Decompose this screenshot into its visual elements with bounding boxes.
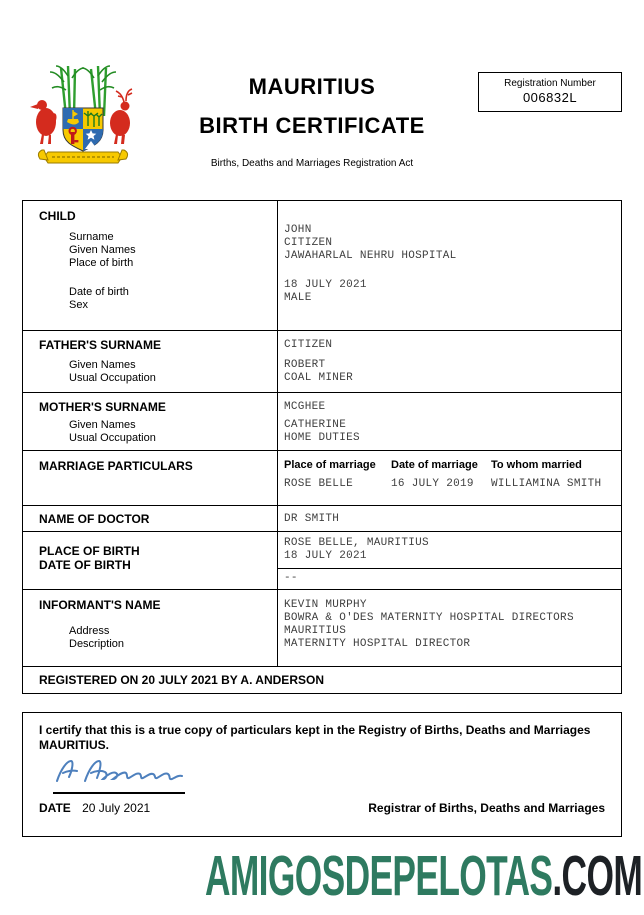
brand-primary-text: AMIGOSDEPELOTAS bbox=[204, 844, 553, 908]
mother-heading: MOTHER'S SURNAME bbox=[39, 400, 166, 414]
father-label-given-names: Given Names bbox=[69, 359, 136, 371]
certification-statement: I certify that this is a true copy of particulars kept in the Registry of Births, Deaths and Marriages MAURITIUS. bbox=[39, 723, 591, 752]
registrar-signature-icon bbox=[51, 751, 211, 794]
marriage-place-value: ROSE BELLE bbox=[284, 478, 354, 490]
mother-given-names-value: CATHERINE bbox=[284, 419, 347, 431]
place-of-birth-heading: PLACE OF BIRTH bbox=[39, 544, 140, 558]
section-doctor bbox=[23, 506, 621, 532]
section-birth-registration bbox=[23, 532, 621, 590]
child-label-sex: Sex bbox=[69, 299, 88, 311]
certification-box bbox=[22, 712, 622, 837]
informant-name-value: KEVIN MURPHY bbox=[284, 599, 367, 611]
marriage-col-spouse-header: To whom married bbox=[491, 459, 582, 471]
watermark-brand bbox=[204, 844, 642, 908]
informant-description-value: MATERNITY HOSPITAL DIRECTOR bbox=[284, 638, 471, 650]
date-value: 20 July 2021 bbox=[82, 801, 151, 815]
registration-number-label: Registration Number bbox=[504, 78, 596, 89]
child-label-given-names: Given Names bbox=[69, 244, 136, 256]
informant-heading: INFORMANT'S NAME bbox=[39, 598, 161, 612]
father-given-names-value: ROBERT bbox=[284, 359, 326, 371]
informant-address-label: Address bbox=[69, 625, 110, 637]
father-label-occupation: Usual Occupation bbox=[69, 372, 156, 384]
father-occupation-value: COAL MINER bbox=[284, 372, 354, 384]
birth-place-value: ROSE BELLE, MAURITIUS bbox=[284, 537, 429, 549]
mother-label-occupation: Usual Occupation bbox=[69, 432, 156, 444]
brand-suffix-text: .COM bbox=[552, 844, 642, 908]
child-date-of-birth-value: 18 JULY 2021 bbox=[284, 279, 367, 291]
child-surname-value: JOHN bbox=[284, 224, 312, 236]
section-child bbox=[23, 201, 621, 331]
registered-statement: REGISTERED ON 20 JULY 2021 BY A. ANDERSON bbox=[39, 673, 324, 687]
informant-organisation-value: BOWRA & O'DES MATERNITY HOSPITAL DIRECTORS bbox=[284, 612, 574, 624]
page-title: MAURITIUS bbox=[248, 74, 376, 99]
marriage-col-place-header: Place of marriage bbox=[284, 459, 376, 471]
child-label-place-of-birth: Place of birth bbox=[69, 257, 134, 269]
marriage-spouse-value: WILLIAMINA SMITH bbox=[491, 478, 602, 490]
child-heading: CHILD bbox=[39, 209, 76, 223]
child-given-names-value: CITIZEN bbox=[284, 237, 333, 249]
registration-number-value: 006832L bbox=[522, 90, 578, 105]
certificate-table bbox=[22, 200, 622, 694]
marriage-date-value: 16 JULY 2019 bbox=[391, 478, 474, 490]
date-of-birth-heading: DATE OF BIRTH bbox=[39, 558, 131, 572]
informant-address-value: MAURITIUS bbox=[284, 625, 347, 637]
child-label-surname: Surname bbox=[69, 231, 114, 243]
informant-description-label: Description bbox=[69, 638, 125, 650]
section-informant bbox=[23, 590, 621, 667]
page-subtitle: BIRTH CERTIFICATE bbox=[199, 113, 425, 138]
doctor-heading: NAME OF DOCTOR bbox=[39, 512, 150, 526]
father-heading: FATHER'S SURNAME bbox=[39, 338, 161, 352]
child-sex-value: MALE bbox=[284, 292, 312, 304]
section-registered bbox=[23, 667, 621, 693]
signature-line bbox=[53, 792, 185, 794]
birth-note-value: -- bbox=[284, 572, 298, 584]
child-place-of-birth-value: JAWAHARLAL NEHRU HOSPITAL bbox=[284, 250, 457, 262]
father-surname-value: CITIZEN bbox=[284, 339, 333, 351]
doctor-name-value: DR SMITH bbox=[284, 513, 340, 525]
registration-number-box bbox=[478, 72, 622, 112]
section-father bbox=[23, 331, 621, 393]
marriage-col-date-header: Date of marriage bbox=[391, 459, 478, 471]
registrar-title: Registrar of Births, Deaths and Marriages bbox=[368, 801, 605, 815]
marriage-heading: MARRIAGE PARTICULARS bbox=[39, 459, 193, 473]
mother-label-given-names: Given Names bbox=[69, 419, 136, 431]
birth-date-value: 18 JULY 2021 bbox=[284, 550, 367, 562]
mother-surname-value: MCGHEE bbox=[284, 401, 326, 413]
section-mother bbox=[23, 393, 621, 451]
child-label-date-of-birth: Date of birth bbox=[69, 286, 129, 298]
section-marriage bbox=[23, 451, 621, 506]
mauritius-coat-of-arms-icon bbox=[28, 60, 138, 174]
registration-act-line: Births, Deaths and Marriages Registration Act bbox=[210, 158, 414, 169]
date-label: DATE bbox=[39, 801, 71, 815]
mother-occupation-value: HOME DUTIES bbox=[284, 432, 360, 444]
